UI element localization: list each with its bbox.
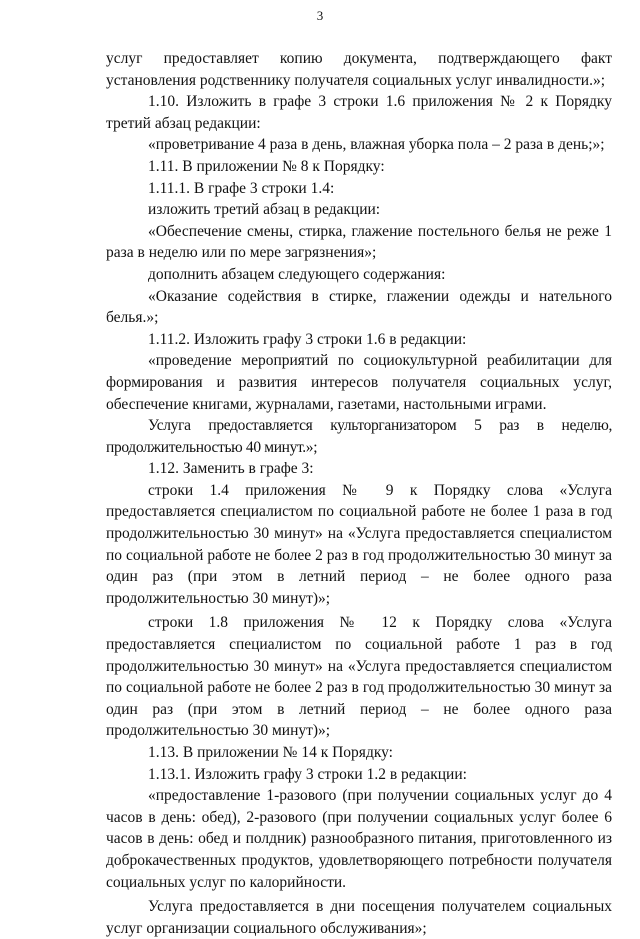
paragraph-appendix-9: строки 1.4 приложения № 9 к Порядку слова «Услуга предоставляется специалистом по социальной работе не более 1 раза в год продолжительностью 30 минут» на «Услуга предоставляется специалистом по социальной работе не более 2 раз в год продолжительностью 30 минут за один раз (при этом в летний период – не более одного раза продолжительностью 30 минут)»; [106,481,612,607]
page-number: 3 [316,8,324,23]
paragraph-supplement: дополнить абзацем следующего содержания: [148,265,446,283]
paragraph-item-1-11: 1.11. В приложении № 8 к Порядку: [148,157,385,175]
paragraph-organizer-service: Услуга предоставляется культорганизатором 5 раз в неделю, продолжительностью 40 минут.»; [106,417,612,456]
paragraph-item-1-10: 1.10. Изложить в графе 3 строки 1.6 приложения № 2 к Порядку третий абзац редакции: [106,93,612,132]
paragraph-item-1-11-1: 1.11.1. В графе 3 строки 1.4: [148,179,335,197]
paragraph-item-1-13: 1.13. В приложении № 14 к Порядку: [148,744,393,761]
paragraph-service-days: Услуга предоставляется в дни посещения получателем социальных услуг организации социального обслуживания»; [106,898,612,937]
paragraph-appendix-12: строки 1.8 приложения № 12 к Порядку слова «Услуга предоставляется специалистом по социальной работе 1 раз в год продолжительностью 30 минут» на «Услуга предоставляется специалистом по социальной работе не более 2 раз в год продолжительностью 30 минут за один раз (при этом в летний период – не более одного раза продолжительностью 30 минут)»; [106,614,612,740]
paragraph-item-1-12: 1.12. Заменить в графе 3: [148,460,314,478]
paragraph-continuation: услуг предоставляет копию документа, подтверждающего факт установления родственнику получателя социальных услуг инвалидности.»; [106,50,612,89]
paragraph-third-abzac: изложить третий абзац в редакции: [148,201,381,219]
paragraph-quote-linen: «Обеспечение смены, стирка, глажение постельного белья не реже 1 раза в неделю или по мере загрязнения»; [106,222,612,262]
paragraph-quote-laundry: «Оказание содействия в стирке, глажении одежды и нательного белья.»; [106,287,612,327]
paragraph-quote-meals: «предоставление 1-разового (при получении социальных услуг до 4 часов в день: обед), 2-разового (при получении социальных услуг более 6 часов в день: обед и полдник) разнообразного питания, приготовленного из доброкачественных продуктов, удовлетворяющего потребности получателя социальных услуг по калорийности. [106,787,612,891]
paragraph-quote-ventilation: «проветривание 4 раза в день, влажная уборка пола – 2 раза в день;»; [148,136,605,154]
paragraph-item-1-13-1: 1.13.1. Изложить графу 3 строки 1.2 в редакции: [148,765,467,783]
paragraph-quote-rehabilitation: «проведение мероприятий по социокультурной реабилитации для формирования и развития интересов получателя социальных услуг, обеспечение книгами, журналами, газетами, настольными играми. [106,352,612,413]
paragraph-item-1-11-2: 1.11.2. Изложить графу 3 строки 1.6 в редакции: [148,330,467,348]
document-body [106,48,612,939]
